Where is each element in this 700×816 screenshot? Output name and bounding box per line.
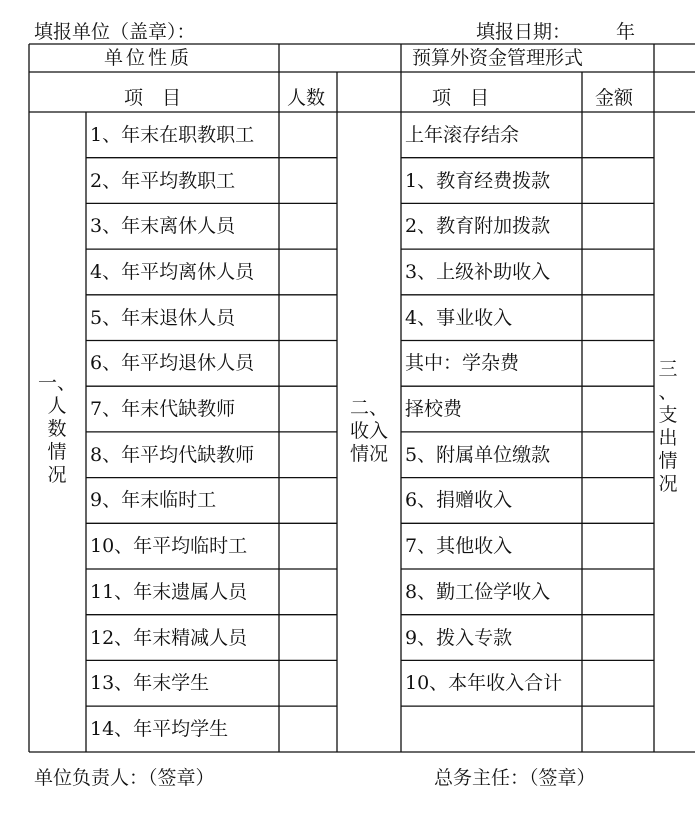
section-label-char: 三 bbox=[658, 358, 678, 380]
col-header-amount: 金额 bbox=[595, 87, 634, 109]
fund-management-form-label: 预算外资金管理形式 bbox=[412, 47, 584, 69]
section-label-char: 二、 bbox=[349, 397, 388, 419]
col-header-count: 人数 bbox=[287, 87, 326, 109]
col-header-item-right: 项 目 bbox=[432, 87, 490, 109]
income-item-label: 5、附属单位缴款 bbox=[405, 443, 551, 466]
people-item-label: 3、年末离休人员 bbox=[90, 215, 236, 238]
income-item-label: 4、事业收入 bbox=[405, 306, 513, 329]
section-income-label bbox=[338, 397, 400, 466]
income-item-label: 2、教育附加拨款 bbox=[405, 215, 551, 238]
people-item-label: 14、年平均学生 bbox=[90, 717, 229, 740]
people-item-label: 10、年平均临时工 bbox=[90, 535, 248, 558]
section-label-char: 况 bbox=[47, 464, 67, 486]
people-item-label: 4、年平均离休人员 bbox=[90, 260, 255, 283]
section-people-label bbox=[30, 372, 84, 487]
unit-nature-label: 单位性质 bbox=[104, 47, 193, 69]
income-item-label: 7、其他收入 bbox=[405, 535, 513, 558]
col-header-item-left: 项 目 bbox=[124, 87, 182, 109]
income-item-label: 择校费 bbox=[405, 398, 463, 421]
people-item-label: 7、年末代缺教师 bbox=[90, 398, 236, 421]
date-label: 填报日期： bbox=[476, 21, 572, 43]
income-item-label: 3、上级补助收入 bbox=[405, 260, 551, 283]
section-label-char: 情 bbox=[47, 441, 67, 463]
income-item-label: 8、勤工俭学收入 bbox=[405, 580, 551, 603]
people-item-label: 8、年平均代缺教师 bbox=[90, 443, 255, 466]
section-label-char: 情 bbox=[658, 450, 678, 472]
section-label-char: 出 bbox=[658, 427, 678, 449]
people-item-label: 12、年末精减人员 bbox=[90, 626, 248, 649]
section-label-char: 数 bbox=[47, 418, 67, 440]
income-item-label: 10、本年收入合计 bbox=[405, 672, 563, 695]
people-item-label: 1、年末在职教职工 bbox=[90, 123, 255, 146]
income-item-label: 6、捐赠收入 bbox=[405, 489, 513, 512]
section-label-char: 收入 bbox=[349, 420, 388, 442]
section-label-char: 支 bbox=[658, 404, 678, 426]
people-item-label: 6、年平均退休人员 bbox=[90, 352, 255, 375]
unit-leader-signature-label: 单位负责人：（签章） bbox=[34, 767, 215, 789]
section-expense-label bbox=[654, 358, 682, 496]
unit-label: 填报单位（盖章）： bbox=[34, 21, 196, 43]
income-item-label: 其中：学杂费 bbox=[405, 352, 520, 375]
section-label-char: 、 bbox=[658, 381, 678, 403]
section-label-char: 一、 bbox=[37, 372, 76, 394]
people-item-label: 9、年末临时工 bbox=[90, 489, 217, 512]
income-item-label: 上年滚存结余 bbox=[405, 123, 520, 146]
year-label: 年 bbox=[616, 21, 636, 43]
section-label-char: 人 bbox=[47, 395, 67, 417]
people-item-label: 13、年末学生 bbox=[90, 672, 210, 695]
people-item-label: 2、年平均教职工 bbox=[90, 169, 236, 192]
section-label-char: 况 bbox=[658, 473, 678, 495]
section-label-char: 情况 bbox=[349, 443, 388, 465]
director-signature-label: 总务主任：（签章） bbox=[434, 767, 596, 789]
income-item-label: 9、拨入专款 bbox=[405, 626, 513, 649]
income-item-label: 1、教育经费拨款 bbox=[405, 169, 551, 192]
people-item-label: 11、年末遗属人员 bbox=[90, 580, 248, 603]
people-item-label: 5、年末退休人员 bbox=[90, 306, 236, 329]
